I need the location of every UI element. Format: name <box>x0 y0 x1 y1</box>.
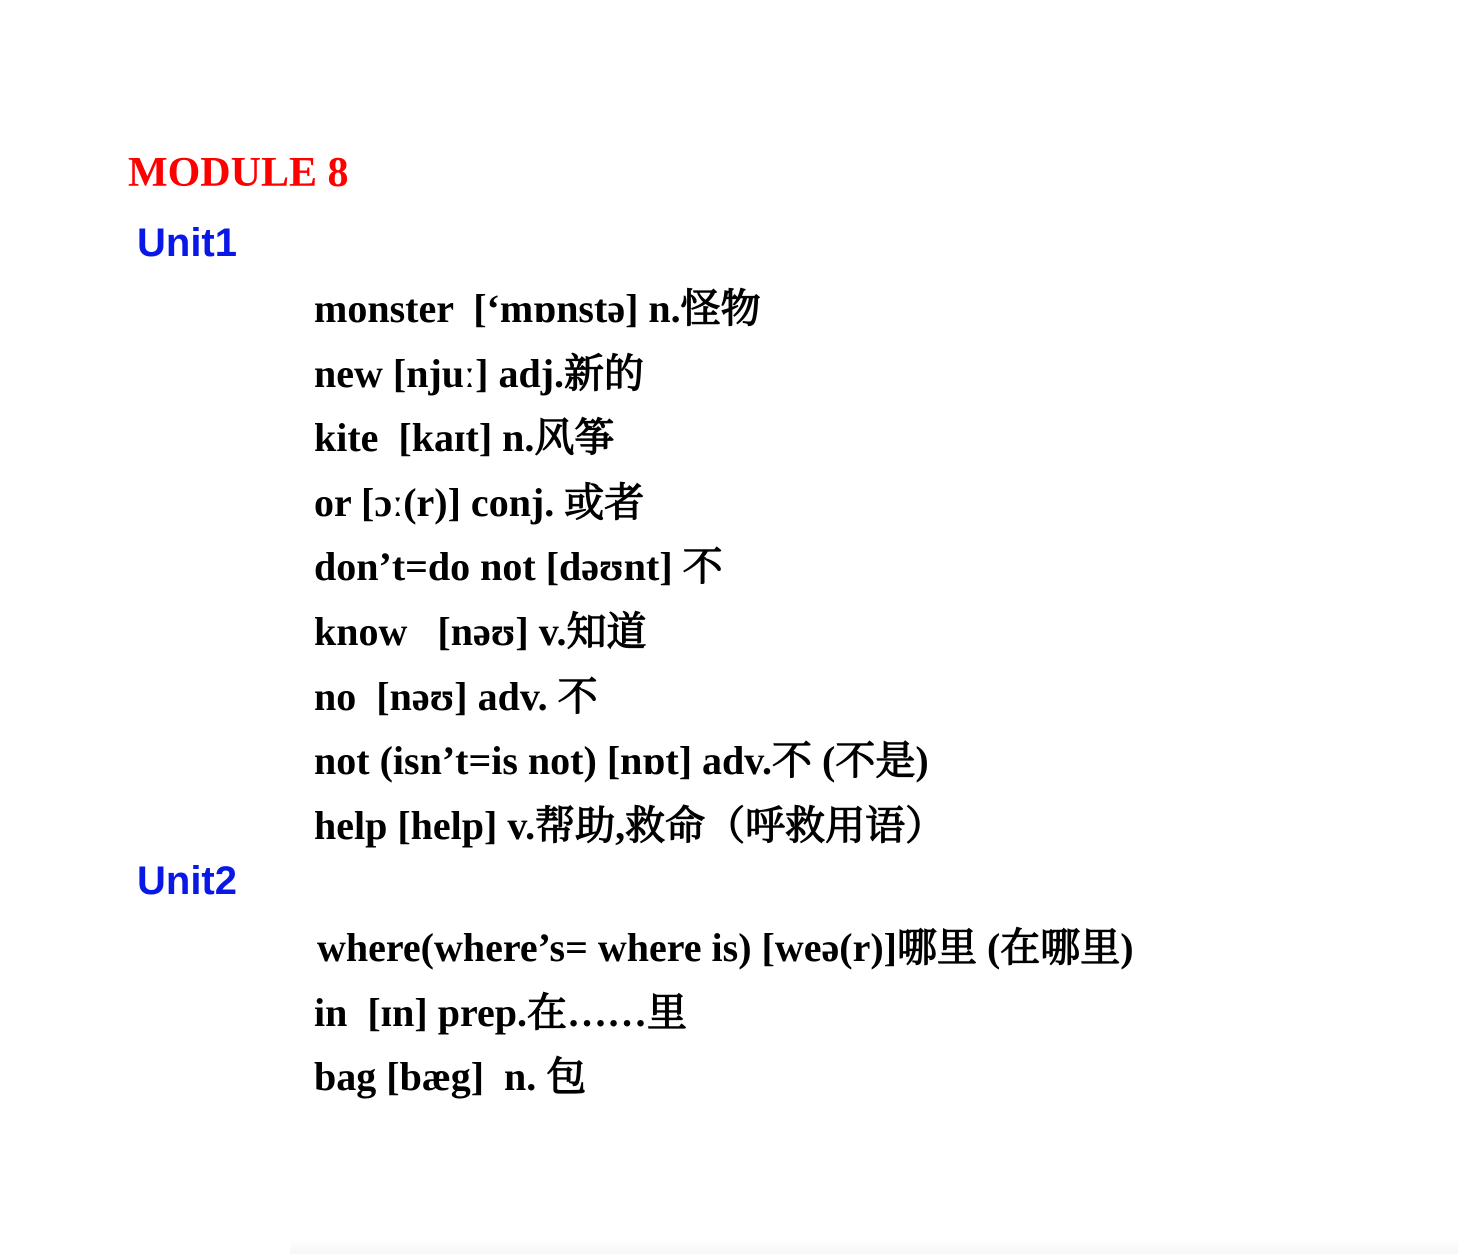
vocab-entry-not: not (isn’t=is not) [nɒt] adv.不 (不是) <box>314 738 929 784</box>
vocab-entry-know: know [nəʊ] v.知道 <box>314 608 647 654</box>
vocab-entry-monster: monster [‘mɒnstə] n.怪物 <box>314 286 761 331</box>
vocab-entry-new: new [njuː] adj.新的 <box>314 350 645 396</box>
unit-2-word-list <box>314 916 1134 1110</box>
vocab-entry-where: where(where’s= where is) [weə(r)]哪里 (在哪里) <box>317 925 1134 970</box>
vocab-entry-kite: kite [kaɪt] n.风筝 <box>314 415 615 461</box>
vocab-entry-no: no [nəʊ] adv. 不 <box>314 673 598 719</box>
unit-1-word-list <box>314 277 945 858</box>
unit-1-title: Unit1 <box>137 221 237 265</box>
vocab-entry-help: help [help] v.帮助,救命（呼救用语） <box>314 802 946 848</box>
vocab-entry-dont: don’t=do not [dəʊnt] 不 <box>314 544 723 590</box>
vocab-entry-in: in [ɪn] prep.在……里 <box>314 989 688 1035</box>
bottom-edge-shade <box>290 1238 1458 1254</box>
vocab-entry-bag: bag [bæg] n. 包 <box>314 1054 587 1100</box>
module-title: MODULE 8 <box>128 150 349 196</box>
unit-2-title: Unit2 <box>137 859 237 903</box>
vocab-entry-or: or [ɔː(r)] conj. 或者 <box>314 479 645 525</box>
